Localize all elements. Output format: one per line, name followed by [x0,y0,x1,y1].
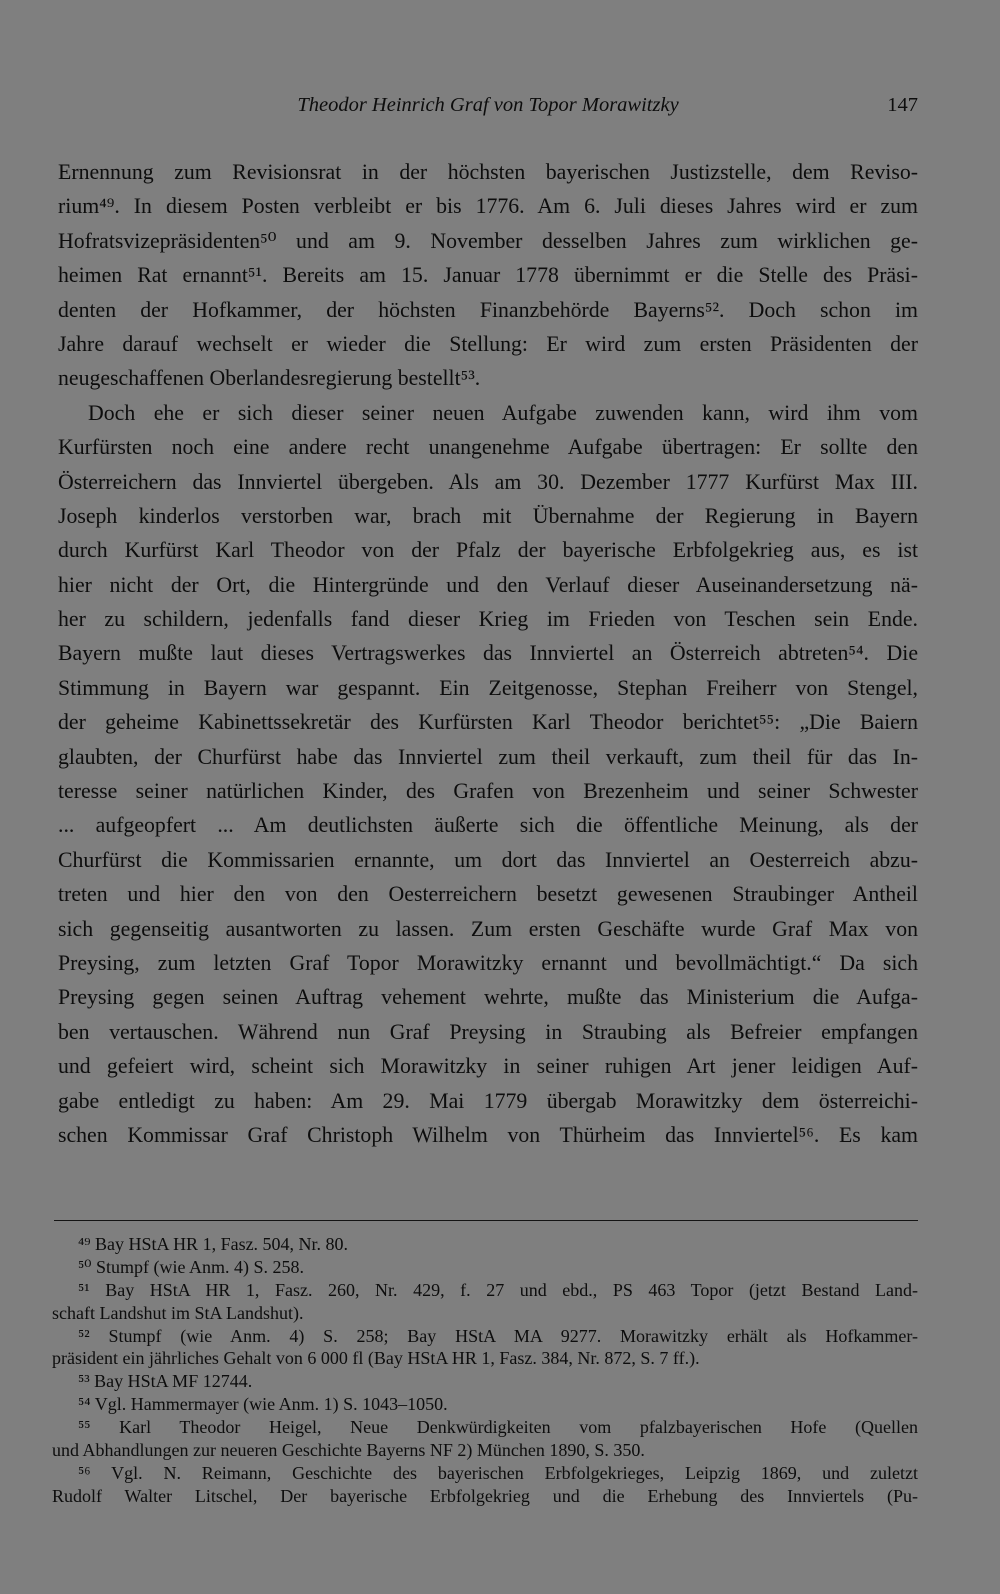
body-line: neugeschaffenen Oberlandesregierung bestellt⁵³. [58,366,481,391]
body-line: der geheime Kabinettssekretär des Kurfürsten Karl Theodor berichtet⁵⁵: „Die Baiern [58,710,918,735]
footnote-rule [54,1220,918,1221]
body-line: Joseph kinderlos verstorben war, brach mit Übernahme der Regierung in Bayern [58,503,918,528]
body-line: heimen Rat ernannt⁵¹. Bereits am 15. Januar 1778 übernimmt er die Stelle des Präsi- [58,263,918,288]
body-line: glaubten, der Churfürst habe das Innviertel zum theil verkauft, zum theil für das In- [58,744,918,769]
body-line: ben vertauschen. Während nun Graf Preysing in Straubing als Befreier empfangen [58,1019,918,1044]
body-line: schen Kommissar Graf Christoph Wilhelm von Thürheim das Innviertel⁵⁶. Es kam [58,1122,918,1147]
body-line: her zu schildern, jedenfalls fand dieser Krieg im Frieden von Teschen sein Ende. [58,607,918,632]
body-line: Churfürst die Kommissarien ernannte, um dort das Innviertel an Oesterreich abzu- [58,847,918,872]
body-line: Jahre darauf wechselt er wieder die Stellung: Er wird zum ersten Präsidenten der [58,331,918,356]
footnote-line: Rudolf Walter Litschel, Der bayerische Erbfolgekrieg und die Erhebung des Innviertels (Pu- [52,1485,918,1506]
body-text [58,155,918,1152]
body-line: gabe entledigt zu haben: Am 29. Mai 1779 übergab Morawitzky dem österreichi- [58,1088,918,1113]
body-line: sich gegenseitig ausantworten zu lassen. Zum ersten Geschäfte wurde Graf Max von [58,916,918,941]
body-line: und gefeiert wird, scheint sich Morawitzky in seiner ruhigen Art jener leidigen Auf- [58,1054,918,1079]
footnotes [52,1233,918,1508]
footnote-line: ⁵¹ Bay HStA HR 1, Fasz. 260, Nr. 429, f. 27 und ebd., PS 463 Topor (jetzt Bestand Land- [78,1279,918,1300]
body-line: Ernennung zum Revisionsrat in der höchsten bayerischen Justizstelle, dem Reviso- [58,160,918,184]
body-line: Stimmung in Bayern war gespannt. Ein Zeitgenosse, Stephan Freiherr von Stengel, [58,675,918,700]
footnote-line: ⁵³ Bay HStA MF 12744. [78,1371,253,1392]
body-line: ... aufgeopfert ... Am deutlichsten äußerte sich die öffentliche Meinung, als der [58,813,918,838]
body-line: treten und hier den von den Oesterreichern besetzt gewesenen Straubinger Antheil [58,882,918,907]
body-line: Kurfürsten noch eine andere recht unangenehme Aufgabe übertragen: Er sollte den [58,435,918,460]
body-line: Doch ehe er sich dieser seiner neuen Aufgabe zuwenden kann, wird ihm vom [88,400,918,425]
body-line: Preysing, zum letzten Graf Topor Morawitzky ernannt und bevollmächtigt.“ Da sich [58,950,918,975]
body-line: Bayern mußte laut dieses Vertragswerkes das Innviertel an Österreich abtreten⁵⁴. Die [58,641,918,666]
page-number: 147 [887,94,918,116]
body-line: durch Kurfürst Karl Theodor von der Pfalz der bayerische Erbfolgekrieg aus, es ist [58,538,918,563]
body-line: Preysing gegen seinen Auftrag vehement wehrte, mußte das Ministerium die Aufga- [58,985,918,1010]
footnote-line: ⁴⁹ Bay HStA HR 1, Fasz. 504, Nr. 80. [78,1234,349,1254]
body-line: hier nicht der Ort, die Hintergründe und den Verlauf dieser Auseinandersetzung nä- [58,572,918,597]
footnote-line: ⁵⁰ Stumpf (wie Anm. 4) S. 258. [78,1256,304,1277]
body-line: teresse seiner natürlichen Kinder, des Grafen von Brezenheim und seiner Schwester [58,779,918,804]
body-line: Hofratsvizepräsidenten⁵⁰ und am 9. November desselben Jahres zum wirklichen ge- [58,228,918,253]
body-line: rium⁴⁹. In diesem Posten verbleibt er bis 1776. Am 6. Juli dieses Jahres wird er zum [58,194,918,219]
footnote-line: und Abhandlungen zur neueren Geschichte Bayerns NF 2) München 1890, S. 350. [52,1440,645,1461]
footnote-line: ⁵⁶ Vgl. N. Reimann, Geschichte des bayerischen Erbfolgekrieges, Leipzig 1869, und zuletzt [78,1462,918,1483]
running-title: Theodor Heinrich Graf von Topor Morawitzky [297,94,679,116]
footnote-line: schaft Landshut im StA Landshut). [52,1302,304,1323]
footnote-line: ⁵⁵ Karl Theodor Heigel, Neue Denkwürdigkeiten vom pfalzbayerischen Hofe (Quellen [78,1417,918,1438]
footnote-line: präsident ein jährliches Gehalt von 6 000 fl (Bay HStA HR 1, Fasz. 384, Nr. 872, S. 7 ff.). [52,1348,700,1369]
footnote-line: ⁵² Stumpf (wie Anm. 4) S. 258; Bay HStA MA 9277. Morawitzky erhält als Hofkammer- [78,1325,918,1346]
body-line: Österreichern das Innviertel übergeben. Als am 30. Dezember 1777 Kurfürst Max III. [58,469,918,494]
footnote-line: ⁵⁴ Vgl. Hammermayer (wie Anm. 1) S. 1043–1050. [78,1394,448,1415]
running-header [58,90,918,120]
body-line: denten der Hofkammer, der höchsten Finanzbehörde Bayerns⁵². Doch schon im [58,297,918,322]
